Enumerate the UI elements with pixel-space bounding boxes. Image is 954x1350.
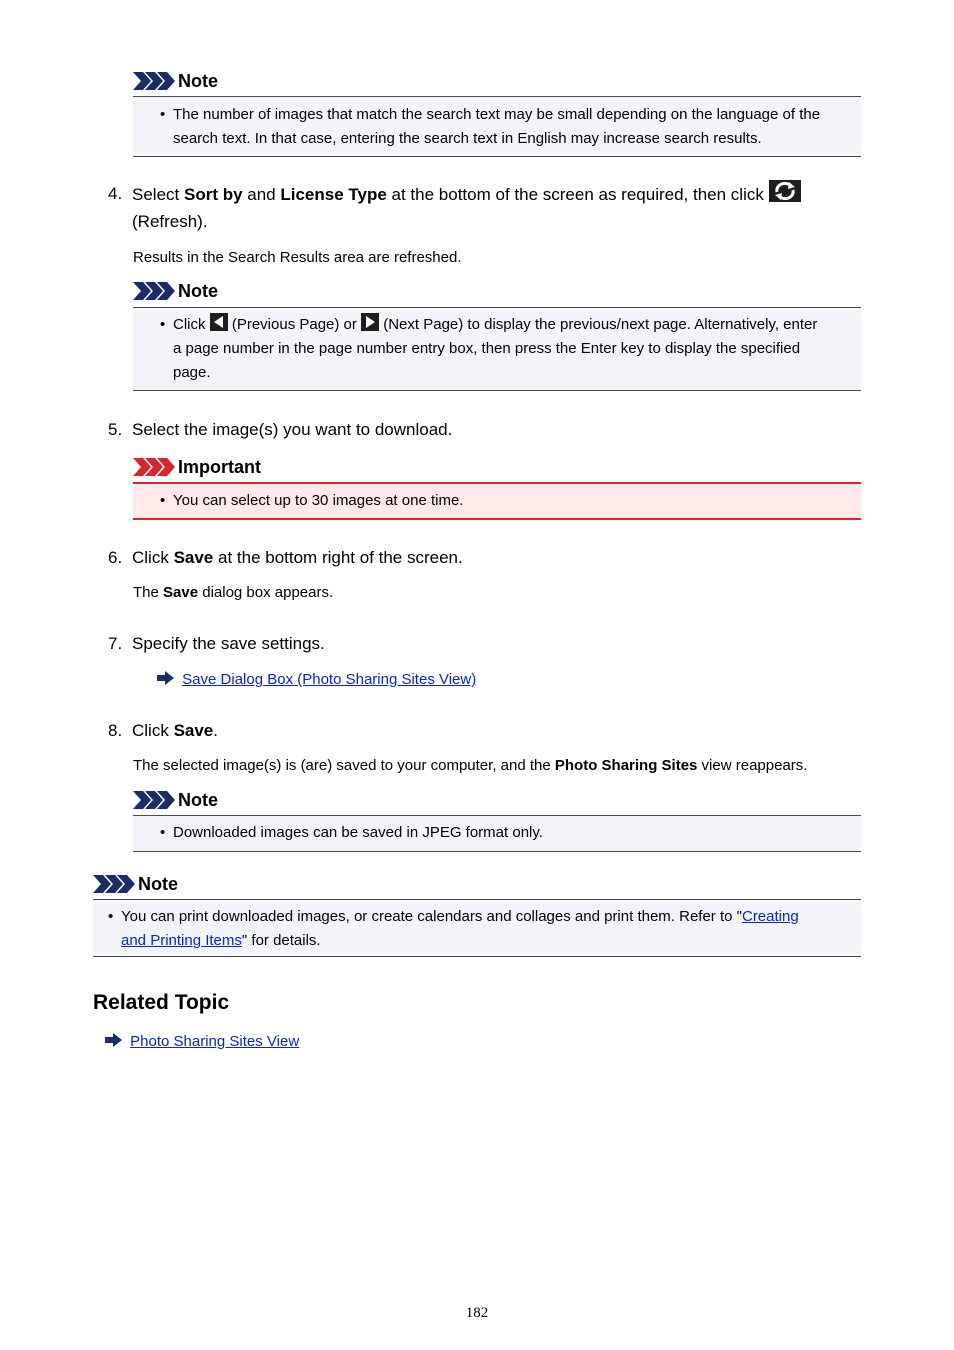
note-chevron-icon — [133, 282, 175, 300]
photo-sharing-sites-view-link[interactable]: Photo Sharing Sites View — [130, 1033, 300, 1050]
note-label: Note — [178, 789, 218, 810]
note-box: • The number of images that match the search text may be small depending on the language of the search text. In that case, entering the search text in English may increase search results. — [133, 96, 861, 157]
step-8-result: The selected image(s) is (are) saved to your computer, and the Photo Sharing Sites view reappears. — [133, 757, 808, 774]
note-heading — [133, 70, 218, 92]
note-box: • Click (Previous Page) or (Next Page) to display the previous/next page. Alternatively, enter a page number in the page number entry box, then press the Enter key to display the specified page. — [133, 307, 861, 391]
step-4-result: Results in the Search Results area are refreshed. — [133, 249, 462, 266]
note-label: Note — [138, 873, 178, 894]
creating-printing-link[interactable]: and Printing Items — [121, 932, 242, 949]
note-heading — [133, 280, 218, 302]
note-box: • You can print downloaded images, or create calendars and collages and print them. Refer to "Creating and Printing Items" for details. — [93, 899, 861, 957]
previous-page-icon — [210, 313, 228, 331]
refresh-icon — [769, 180, 801, 202]
note-label: Note — [178, 70, 218, 91]
note-chevron-icon — [93, 875, 135, 893]
related-link-row — [157, 671, 476, 688]
related-link-row — [105, 1033, 299, 1050]
arrow-right-icon — [105, 1033, 122, 1047]
note-label: Note — [178, 280, 218, 301]
important-label: Important — [178, 456, 261, 477]
note-heading — [93, 873, 178, 895]
next-page-icon — [361, 313, 379, 331]
important-chevron-icon — [133, 458, 175, 476]
important-box: • You can select up to 30 images at one time. — [133, 482, 861, 520]
note-chevron-icon — [133, 791, 175, 809]
important-heading — [133, 456, 261, 478]
related-topic-heading: Related Topic — [93, 991, 230, 1014]
creating-printing-link[interactable]: Creating — [741, 908, 799, 925]
note-box: • Downloaded images can be saved in JPEG format only. — [133, 815, 861, 852]
note-chevron-icon — [133, 72, 175, 90]
step-6-result: The Save dialog box appears. — [133, 584, 334, 601]
save-dialog-link[interactable]: Save Dialog Box (Photo Sharing Sites View) — [182, 671, 477, 688]
note-heading — [133, 789, 218, 811]
arrow-right-icon — [157, 671, 174, 685]
page-number: 182 — [465, 1305, 489, 1321]
